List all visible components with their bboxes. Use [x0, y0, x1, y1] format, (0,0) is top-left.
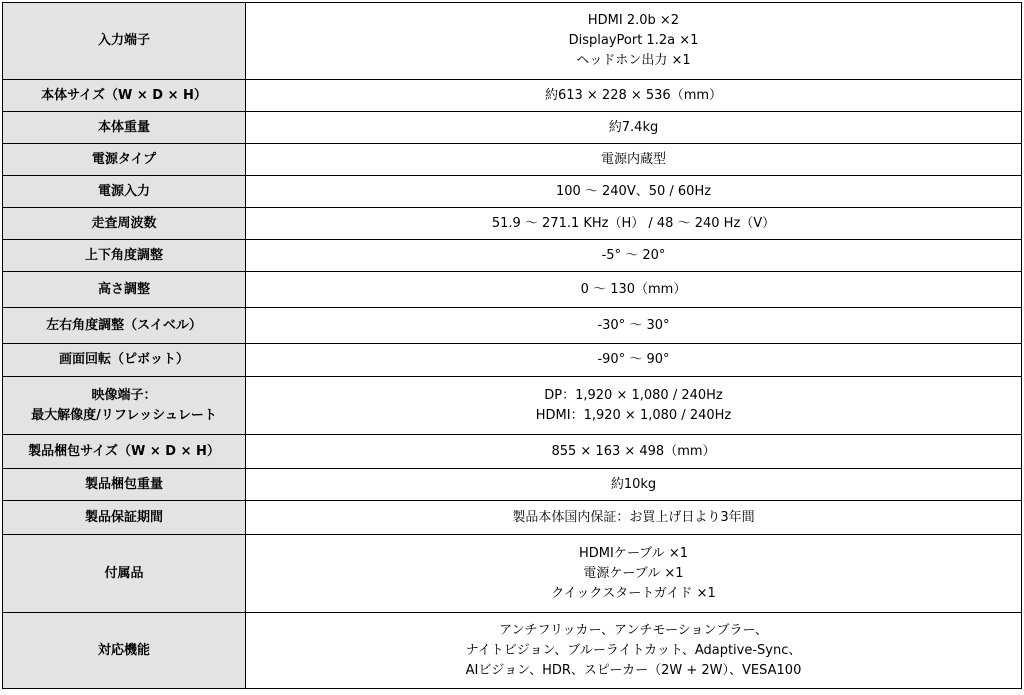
row-value [246, 377, 1022, 435]
row-label-line: 上下角度調整 [84, 247, 163, 263]
row-label [3, 112, 246, 144]
row-label-line: 本体重量 [97, 119, 150, 135]
row-label-line: 製品梱包重量 [84, 476, 163, 492]
row-value [246, 3, 1022, 80]
row-value-line: ナイトビジョン、ブルーライトカット、Adaptive-Sync、 [465, 642, 802, 658]
table-row [3, 112, 1022, 144]
row-value-line: 0 ～ 130（mm） [580, 281, 687, 297]
table-row [3, 208, 1022, 240]
row-label [3, 344, 246, 377]
spec-table [2, 2, 1022, 689]
table-row [3, 535, 1022, 613]
row-value [246, 501, 1022, 535]
row-label-line: 左右角度調整（スイベル） [46, 317, 202, 333]
row-label [3, 613, 246, 689]
table-row [3, 469, 1022, 501]
row-label [3, 377, 246, 435]
row-label-line: 電源タイプ [91, 151, 157, 167]
row-label-line: 本体サイズ（W × D × H） [41, 87, 207, 103]
row-value-line: -30° ～ 30° [597, 317, 670, 333]
row-label-line: 付属品 [104, 565, 144, 581]
row-value [246, 613, 1022, 689]
row-label-line: 電源入力 [97, 183, 150, 199]
row-label-line: 走査周波数 [91, 215, 157, 231]
row-label [3, 176, 246, 208]
row-label [3, 240, 246, 272]
row-label [3, 435, 246, 469]
table-row [3, 240, 1022, 272]
row-value [246, 80, 1022, 112]
row-label [3, 272, 246, 308]
table-row [3, 613, 1022, 689]
row-value [246, 208, 1022, 240]
row-value [246, 144, 1022, 176]
row-value [246, 535, 1022, 613]
row-value [246, 240, 1022, 272]
row-value-line: -5° ～ 20° [601, 247, 666, 263]
spec-table-body [3, 3, 1022, 689]
table-row [3, 308, 1022, 344]
row-value-line: ヘッドホン出力 ×1 [576, 53, 691, 68]
table-row [3, 435, 1022, 469]
table-row [3, 501, 1022, 535]
row-label [3, 144, 246, 176]
row-value [246, 344, 1022, 377]
row-value-line: 100 ～ 240V、50 / 60Hz [555, 183, 712, 199]
row-value [246, 112, 1022, 144]
row-label-line: 製品保証期間 [84, 509, 163, 525]
table-row [3, 377, 1022, 435]
row-value-line: AIビジョン、HDR、スピーカー（2W + 2W）、VESA100 [465, 662, 802, 678]
row-value-line: 電源ケーブル ×1 [583, 565, 684, 581]
row-label [3, 535, 246, 613]
row-label-line: 製品梱包サイズ（W × D × H） [28, 443, 220, 459]
table-row [3, 176, 1022, 208]
row-value-line: DisplayPort 1.2a ×1 [568, 33, 699, 48]
row-label-line: 最大解像度/リフレッシュレート [31, 407, 217, 423]
row-label [3, 80, 246, 112]
row-value-line: アンチフリッカー、アンチモーションブラー、 [499, 622, 768, 638]
row-value-line: HDMI：1,920 × 1,080 / 240Hz [535, 407, 732, 423]
row-value [246, 469, 1022, 501]
row-value-line: 855 × 163 × 498（mm） [551, 443, 716, 459]
row-value-line: DP：1,920 × 1,080 / 240Hz [544, 387, 723, 403]
row-value [246, 176, 1022, 208]
row-value-line: クイックスタートガイド ×1 [551, 585, 716, 601]
table-row [3, 272, 1022, 308]
row-value-line: 約7.4kg [608, 119, 659, 135]
row-label [3, 469, 246, 501]
row-value [246, 435, 1022, 469]
row-value-line: HDMIケーブル ×1 [579, 545, 688, 561]
row-value-line: 約10kg [610, 476, 657, 492]
row-value [246, 272, 1022, 308]
row-value-line: 電源内蔵型 [600, 151, 666, 167]
row-value-line: -90° ～ 90° [597, 352, 670, 367]
row-label-line: 画面回転（ピボット） [58, 352, 189, 367]
row-value-line: 51.9 ～ 271.1 KHz（H） / 48 ～ 240 Hz（V） [491, 215, 776, 231]
row-label-line: 入力端子 [97, 33, 150, 48]
row-value-line: 約613 × 228 × 536（mm） [544, 87, 723, 103]
table-row [3, 344, 1022, 377]
row-value-line: HDMI 2.0b ×2 [587, 13, 680, 28]
row-label-line: 対応機能 [97, 642, 150, 658]
row-label-line: 映像端子： [91, 387, 157, 403]
row-value-line: 製品本体国内保証：お買上げ日より3年間 [512, 509, 755, 525]
row-label-line: 高さ調整 [97, 281, 150, 297]
row-label [3, 308, 246, 344]
row-value [246, 308, 1022, 344]
row-label [3, 208, 246, 240]
table-row [3, 144, 1022, 176]
table-row [3, 3, 1022, 80]
row-label [3, 501, 246, 535]
table-row [3, 80, 1022, 112]
row-label [3, 3, 246, 80]
